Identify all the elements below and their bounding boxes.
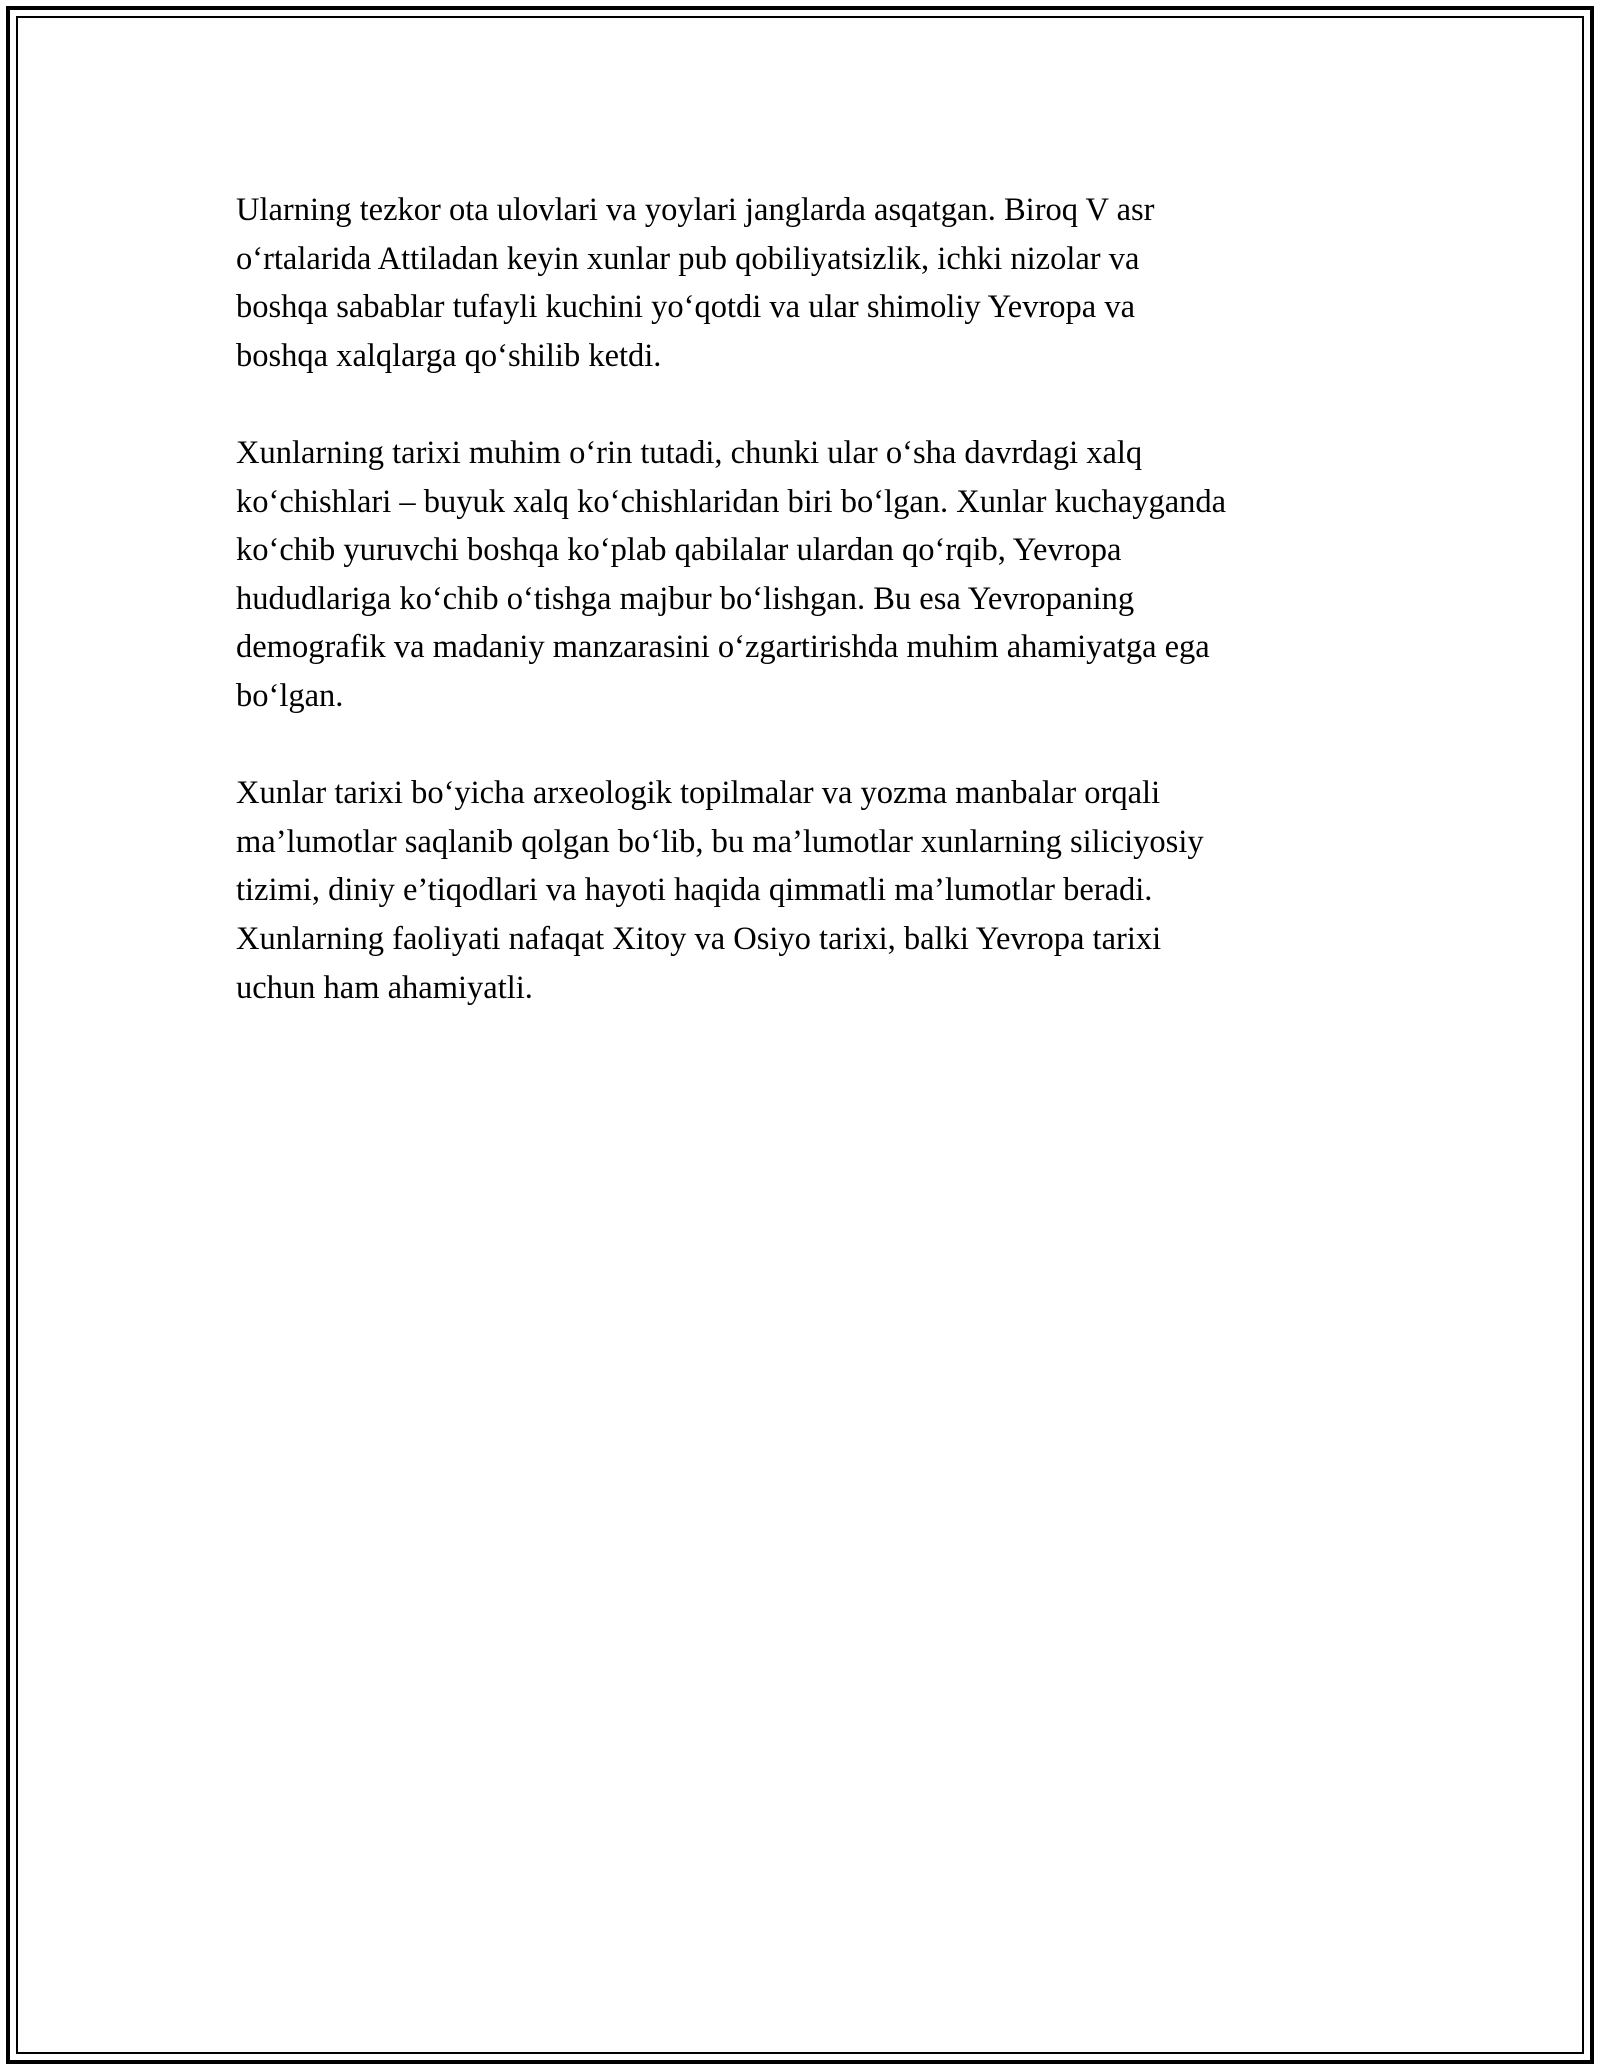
text-line: ko‘chib yuruvchi boshqa ko‘plab qabilalar ulardan qo‘rqib, Yevropa — [236, 532, 1122, 569]
text-line: bo‘lgan. — [236, 677, 344, 714]
text-line: boshqa xalqlarga qo‘shilib ketdi. — [236, 337, 662, 374]
text-line: tizimi, diniy e’tiqodlari va hayoti haqida qimmatli ma’lumotlar beradi. — [236, 872, 1153, 909]
paragraph-2 — [236, 429, 1366, 721]
text-line: demografik va madaniy manzarasini o‘zgartirishda muhim ahamiyatga ega — [236, 629, 1210, 666]
text-line: ko‘chishlari – buyuk xalq ko‘chishlaridan biri bo‘lgan. Xunlar kuchayganda — [236, 483, 1227, 520]
text-line: uchun ham ahamiyatli. — [236, 969, 533, 1006]
text-line: Xunlarning tarixi muhim o‘rin tutadi, chunki ular o‘sha davrdagi xalq — [236, 434, 1143, 471]
text-line: o‘rtalarida Attiladan keyin xunlar pub qobiliyatsizlik, ichki nizolar va — [236, 240, 1140, 277]
document-body — [236, 186, 1366, 1012]
text-line: Xunlar tarixi bo‘yicha arxeologik topilmalar va yozma manbalar orqali — [236, 775, 1161, 812]
paragraph-1 — [236, 186, 1366, 380]
paragraph-3 — [236, 769, 1366, 1012]
text-line: Xunlarning faoliyati nafaqat Xitoy va Osiyo tarixi, balki Yevropa tarixi — [236, 920, 1162, 957]
text-line: boshqa sabablar tufayli kuchini yo‘qotdi va ular shimoliy Yevropa va — [236, 289, 1136, 326]
text-line: ma’lumotlar saqlanib qolgan bo‘lib, bu ma’lumotlar xunlarning siliciyosiy — [236, 823, 1204, 860]
text-line: hududlariga ko‘chib o‘tishga majbur bo‘lishgan. Bu esa Yevropaning — [236, 580, 1135, 617]
text-line: Ularning tezkor ota ulovlari va yoylari janglarda asqatgan. Biroq V asr — [236, 192, 1155, 228]
